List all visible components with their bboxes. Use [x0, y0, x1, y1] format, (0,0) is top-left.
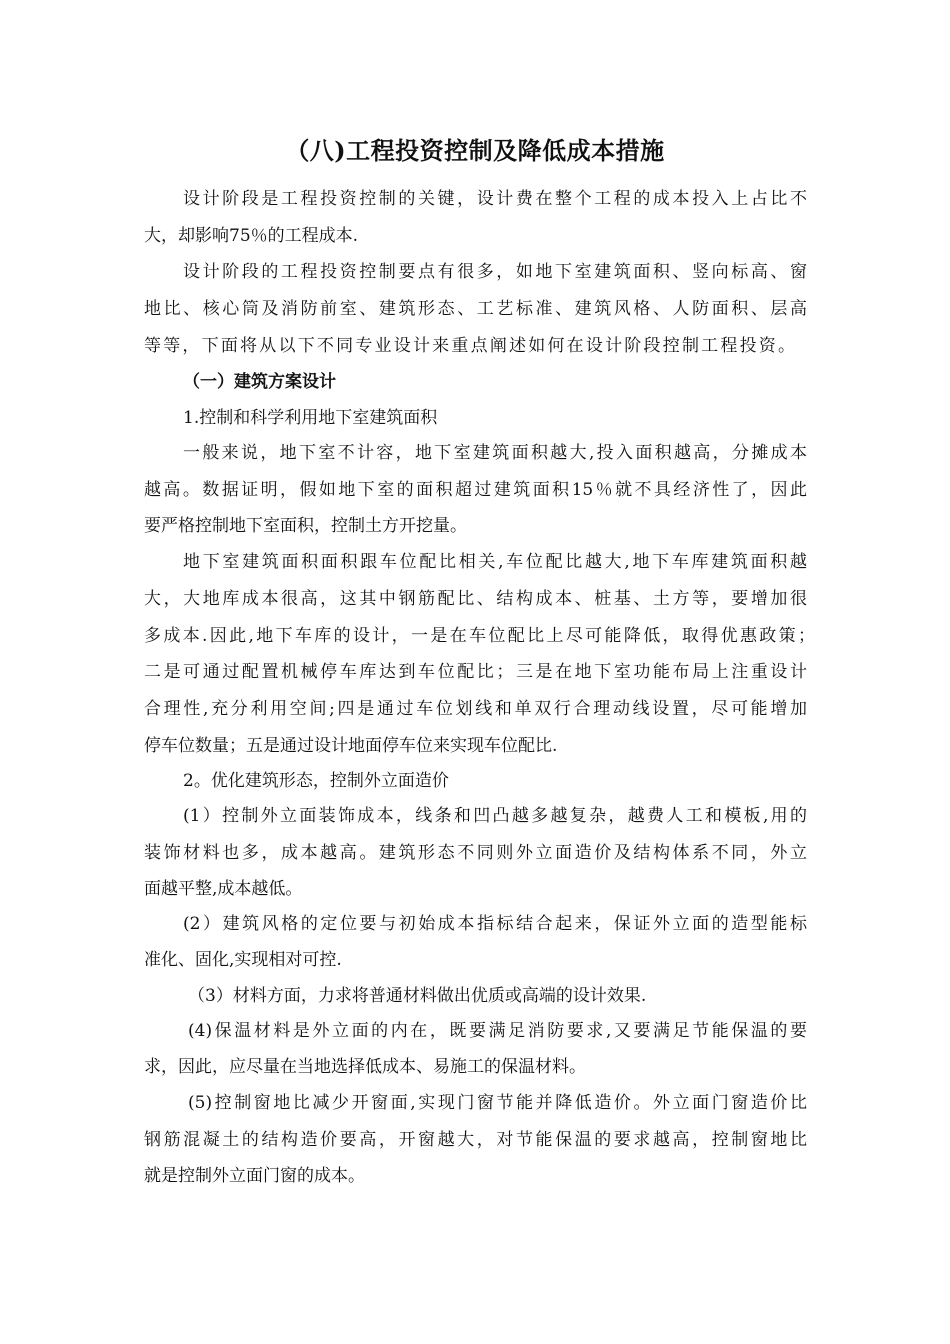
subsection-heading: 1.控制和科学利用地下室建筑面积	[183, 408, 438, 428]
page-title: （八)工程投资控制及降低成本措施	[285, 136, 665, 165]
body-line: 地下室建筑面积面积跟车位配比相关,车位配比越大,地下车库建筑面积越	[183, 552, 807, 572]
body-line: 越高。数据证明，假如地下室的面积超过建筑面积15％就不具经济性了，因此	[144, 480, 807, 500]
body-line: 二是可通过配置机械停车库达到车位配比；三是在地下室功能布局上注重设计	[144, 662, 807, 682]
body-line: 一般来说，地下室不计容，地下室建筑面积越大,投入面积越高，分摊成本	[183, 443, 807, 463]
body-line: (2）建筑风格的定位要与初始成本指标结合起来，保证外立面的造型能标	[183, 914, 807, 934]
body-line: 合理性,充分利用空间;四是通过车位划线和单双行合理动线设置，尽可能增加	[144, 699, 807, 719]
body-line: 装饰材料也多，成本越高。建筑形态不同则外立面造价及结构体系不同，外立	[144, 843, 807, 863]
body-line: 设计阶段的工程投资控制要点有很多，如地下室建筑面积、竖向标高、窗	[183, 262, 807, 282]
body-line: (4)保温材料是外立面的内在，既要满足消防要求,又要满足节能保温的要	[188, 1021, 807, 1041]
body-line: 等等，下面将从以下不同专业设计来重点阐述如何在设计阶段控制工程投资。	[144, 336, 795, 356]
body-line: 地比、核心筒及消防前室、建筑形态、工艺标准、建筑风格、人防面积、层高	[144, 299, 807, 319]
section-heading: （一）建筑方案设计	[183, 372, 336, 392]
body-line: 就是控制外立面门窗的成本。	[144, 1166, 365, 1186]
body-line: 准化、固化,实现相对可控.	[144, 950, 342, 970]
body-line: (1）控制外立面装饰成本，线条和凹凸越多越复杂，越费人工和模板,用的	[183, 806, 807, 826]
body-line: （3）材料方面，力求将普通材料做出优质或高端的设计效果.	[188, 986, 647, 1006]
body-line: 大，大地库成本很高，这其中钢筋配比、结构成本、桩基、土方等，要增加很	[144, 589, 807, 609]
body-line: 钢筋混凝土的结构造价要高，开窗越大，对节能保温的要求越高，控制窗地比	[144, 1130, 807, 1150]
body-line: 大，却影响75％的工程成本.	[144, 226, 359, 246]
body-line: 面越平整,成本越低。	[144, 879, 303, 899]
body-line: 多成本.因此,地下车库的设计，一是在车位配比上尽可能降低，取得优惠政策；	[144, 626, 815, 646]
body-line: 停车位数量；五是通过设计地面停车位来实现车位配比.	[144, 736, 558, 756]
body-line: 设计阶段是工程投资控制的关键，设计费在整个工程的成本投入上占比不	[183, 189, 807, 209]
subsection-heading: 2。优化建筑形态，控制外立面造价	[183, 771, 449, 791]
body-line: 求，因此，应尽量在当地选择低成本、易施工的保温材料。	[144, 1057, 586, 1077]
body-line: (5)控制窗地比减少开窗面,实现门窗节能并降低造价。外立面门窗造价比	[188, 1093, 807, 1113]
body-line: 要严格控制地下室面积，控制土方开挖量。	[144, 516, 467, 536]
